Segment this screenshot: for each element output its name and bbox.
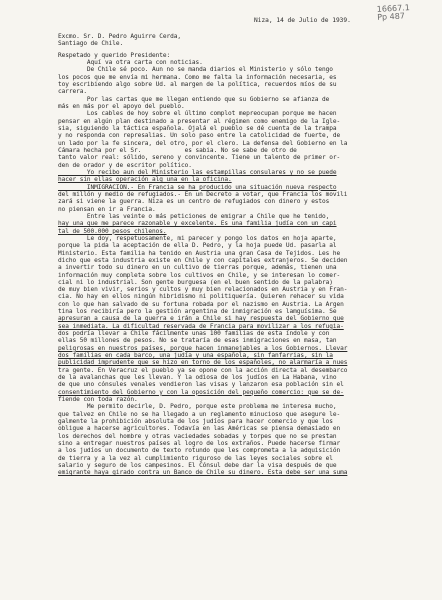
letter-line: que talvez en Chile no se ha llegado a un reglamento minucioso que asegure le- [58, 410, 341, 418]
letter-line: del millón y medio de refugiados.- En un Decreto a votar, que Francia los movili [58, 190, 348, 198]
letter-line: fiende con toda razón. [58, 396, 138, 404]
letter-line: peligrosas en nuestros países, porque hacen inmanejables a los Gobiernos. Llevar [58, 344, 348, 352]
letter-line: Me permito decirle, D. Pedro, porque este problema me interesa mucho, [58, 403, 337, 411]
letter-line: porque la pida la aceptación de ella D. Pedro, y la hoja puede Ud. pasarla al [58, 242, 337, 250]
letter-line: carrera. [58, 88, 87, 96]
letter-line: pensar en algún plan destinado a presentar al régimen como enemigo de la Igle- [58, 117, 341, 125]
letter-line: de tierra y a la vez al cumplimiento riguroso de las leyes sociales sobre el [58, 454, 333, 462]
letter-line: más en más por el apoyo del pueblo. [58, 102, 185, 110]
letter-line: galmente la prohibición absoluta de los judíos para hacer comercio y que los [58, 418, 333, 426]
letter-line: sino a entregar nuestros países al logro de los extraños. Puede hacerse firmar [58, 440, 341, 448]
letter-line: Aquí va otra carta con noticias. [58, 58, 203, 66]
letter-line: dos familias en cada barco, una judía y una española, sin fanfarrias, sin la [58, 352, 333, 360]
letter-line: obligue a hacerse agricultores. Todavía en las Américas se piensa demasiado en [58, 425, 341, 433]
letter-body [58, 33, 434, 477]
letter-line: los derechos del hombre y otras vaciedades sobadas y torpes que no se prestan [58, 432, 337, 440]
letter-line: sea inmediata. La dificultad reservada de Francia para movilizar a los refugia- [58, 322, 344, 330]
letter-line: cial ni lo industrial. Son gente burguesa (en el buen sentido de la palabra) [58, 278, 333, 286]
letter-line: y no responda con represalias. Un solo paso entre la catolicidad de fuerte, de [58, 132, 341, 140]
letter-line: apresuran a causa de la guerra e irán a Chile si hay respuesta del Gobierno que [58, 315, 344, 323]
letter-line: cia. No hay en ellos ningún hibridismo ni politiquería. Quieren rehacer su vida [58, 293, 344, 301]
archive-page-number: Pp 487 [376, 11, 406, 22]
letter-line: Santiago de Chile. [58, 40, 124, 48]
letter-line: no piensan en ir a Francia. [58, 205, 156, 213]
letter-line: zará si viene la guerra. Niza es un centro de refugiados con dinero y estos [58, 198, 330, 206]
archive-number: 16667.1 [376, 3, 410, 14]
letter-line: INMIGRACIÓN.- En Francia se ha producido una situación nueva respecto [58, 183, 337, 191]
letter-line: información muy completa sobre los cultivos en Chile, y se interesan lo comer- [58, 271, 341, 279]
letter-line: Ministerio. Esta familia ha tenido en Austria una gran Casa de Tejidos. Les he [58, 249, 341, 257]
letter-line: Entre las veinte o más peticiones de emigrar a Chile que he tenido, [58, 212, 330, 220]
letter-line: publicidad imprudente que se hizo en torno de los españoles, no alarmaría a nues [58, 359, 348, 367]
letter-line: Respetado y querido Presidente: [58, 51, 171, 59]
letter-line: sia, siguiendo la táctica española. Ojalá el pueblo se dé cuenta de la trampa [58, 124, 337, 132]
letter-line: a invertir todo su dinero en un cultivo de tierras porque, además, tienen una [58, 264, 337, 272]
letter-line: hacer sin ellas operación alg una en la oficina. [58, 176, 232, 184]
archive-reference-mark [377, 4, 411, 22]
letter-line: emigrante haya girado contra un Banco de Chile su dinero. Esta debe ser una suma [58, 469, 348, 477]
letter-line: Cámara hecha por el Sr. es sabia. No se sabe de otro de [58, 146, 297, 154]
letter-line: tanto valor real: sólido, sereno y convincente. Tiene un talento de primer or- [58, 154, 341, 162]
letter-line: de la avalanchas que les llevan. Y la odiosa de los judíos en La Habana, vino [58, 374, 337, 382]
letter-line: den de orador y de escritor político. [58, 161, 192, 169]
letter-line: ellas 50 millones de pesos. No se trataría de esas inmigraciones en masa, tan [58, 337, 337, 345]
letter-line: Le doy, respetuosamente, mi parecer y pongo los datos en hoja aparte, [58, 234, 337, 242]
letter-line: Los cables de hoy sobre el último complot mepreocupan porque me hacen [58, 110, 337, 118]
letter-line: salario y seguro de los campesinos. El Cónsul debe dar la visa después de que [58, 462, 337, 470]
letter-line: tal de 500.000 pesos chilenos. [58, 227, 167, 235]
letter-line: Yo recibo aun del Ministerio las estampillas consulares y no se puede [58, 168, 337, 176]
letter-line: tra gente. En Veracruz el pueblo ya se opone con la acción directa al desembarco [58, 366, 348, 374]
letter-line: Por las cartas que me llegan entiendo que su Gobierno se afianza de [58, 95, 330, 103]
letter-line: a los judíos un documento de texto rotundo que les comprometa a la adquisición [58, 447, 341, 455]
letter-line: toy escribiendo algo sobre Ud. al margen de la política, recuerdos míos de su [58, 80, 337, 88]
letter-line: de que uno cónsules venales vendieron las visas y lanzaron esa población sin el [58, 381, 344, 389]
letter-line: un lado por la fe sincera, del otro, por el clero. La defensa del Gobierno en la [58, 139, 348, 147]
letter-line: de muy bien vivir, serios y cultos y muy bien relacionados en Austria y en Fran- [58, 286, 348, 294]
letter-line: De Chile sé poco. Aun no se manda diarios el Ministerio y sólo tengo [58, 66, 333, 74]
letter-line: dicho que esta industria existe en Chile y con capitales extranjeros. Se deciden [58, 256, 348, 264]
dateline: Niza, 14 de Julio de 1939. [254, 17, 351, 24]
letter-line: dos podría llevar a Chile fácilmente unas 100 familias de esta índole y con [58, 330, 330, 338]
letter-line: con lo que han salvado de su fortuna robada por el nazismo en Austria. La Argen [58, 300, 344, 308]
letter-line: Excmo. Sr. D. Pedro Aguirre Cerda, [58, 33, 181, 40]
letter-line: hay una que me parece razonable y excelente. Es una familia judía con un capi [58, 220, 337, 228]
letter-line: consentimiento del Gobierno y con la oposición del pequeño comercio: que se de- [58, 388, 344, 396]
letter-line: los pocos que me envía mi hermana. Como me falta la información necesaria, es [58, 73, 337, 81]
letter-line: tina los recibiría pero la gestión argentina de inmigración es lamguísima. Se [58, 308, 337, 316]
